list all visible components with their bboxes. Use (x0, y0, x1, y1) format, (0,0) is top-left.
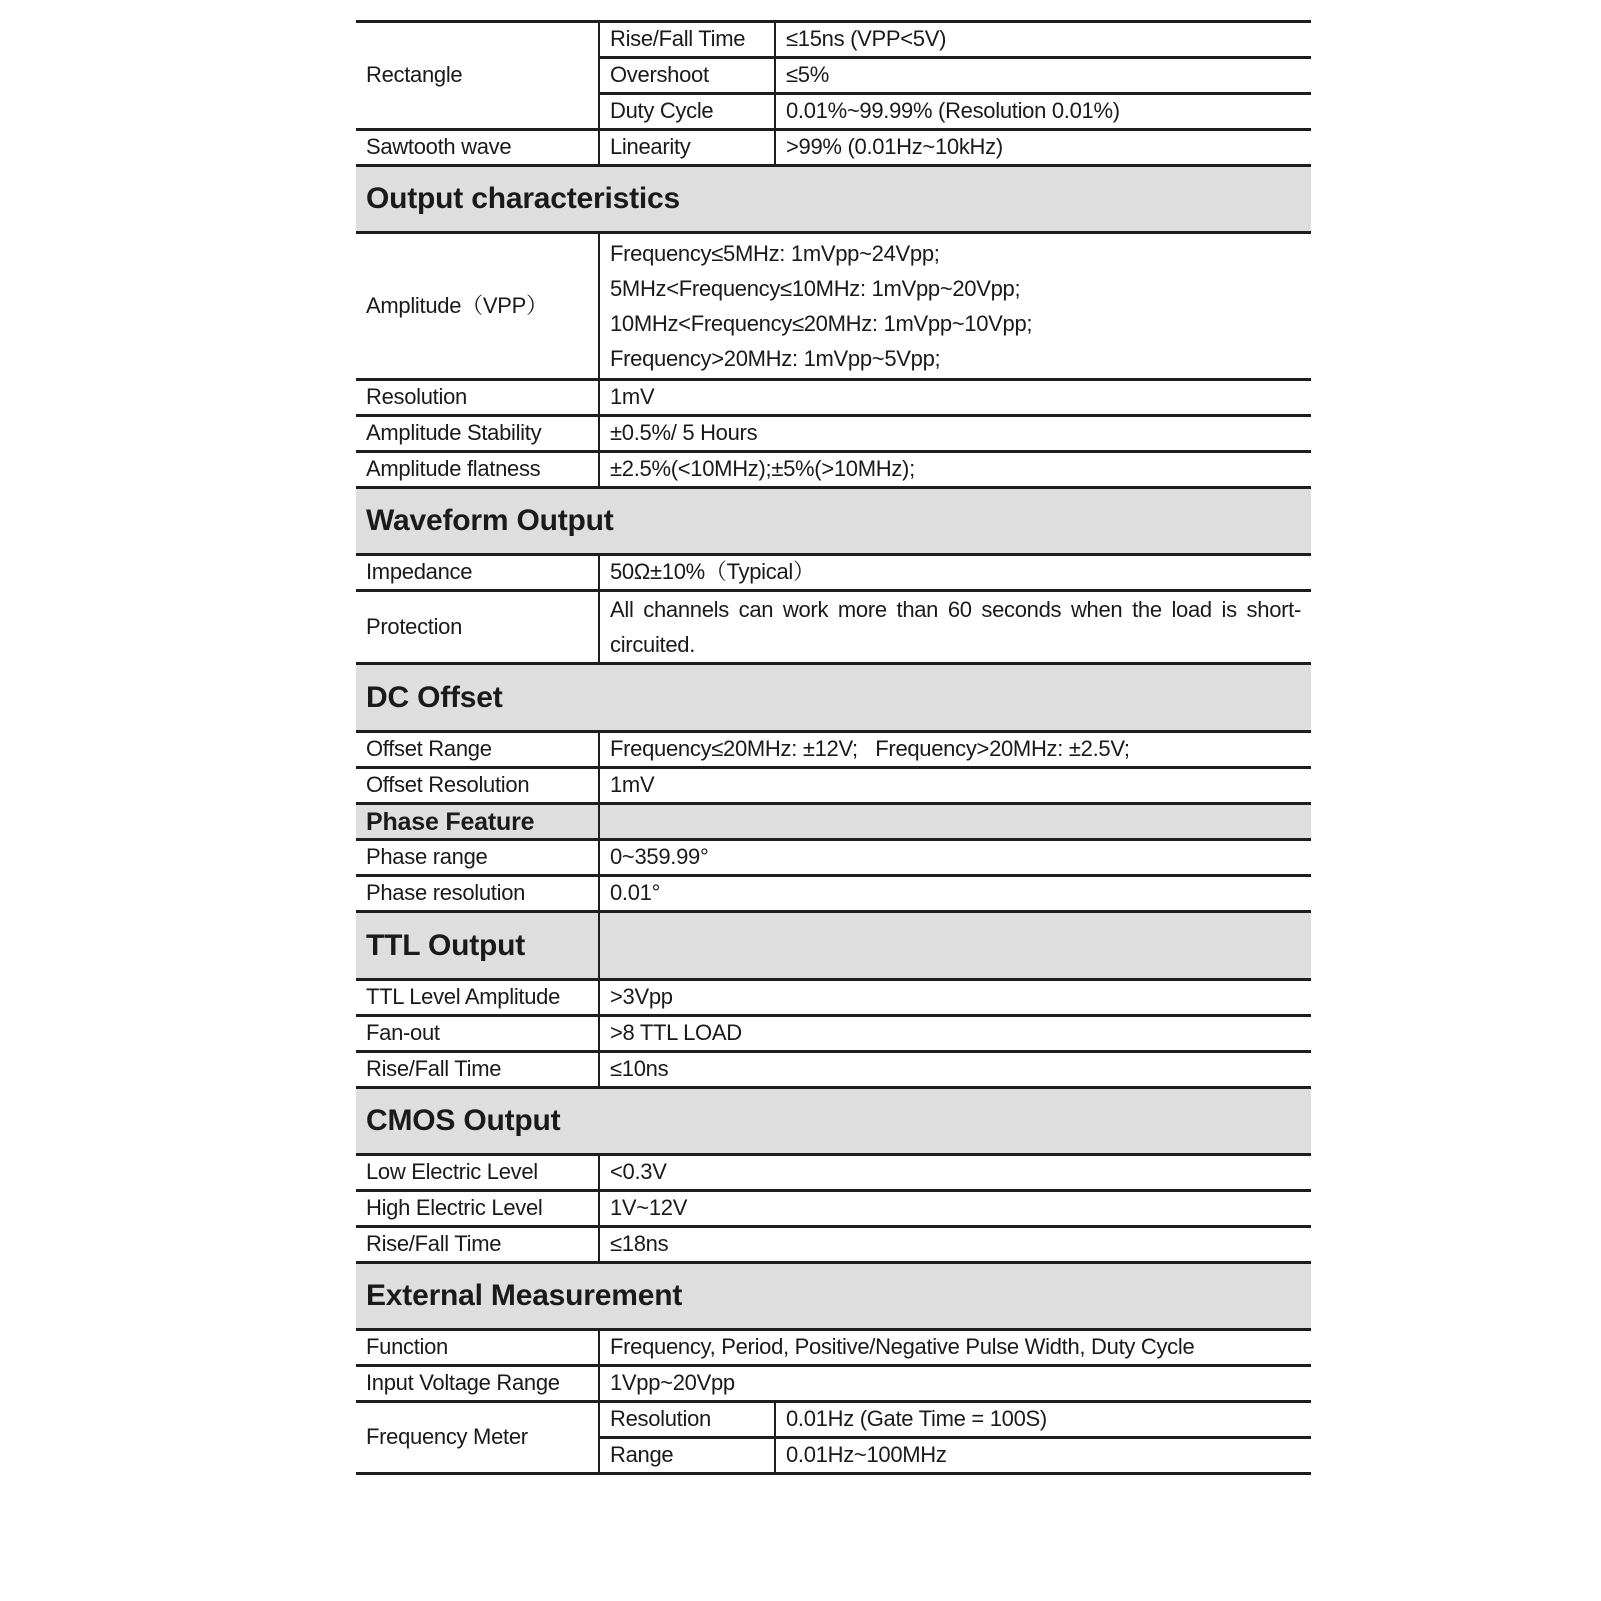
section-title: CMOS Output (356, 1088, 1311, 1155)
label-cell: Function (356, 1330, 599, 1366)
table-row (356, 380, 1311, 416)
value-cell: ±2.5%(<10MHz);±5%(>10MHz); (599, 452, 1311, 488)
param-cell: Resolution (599, 1402, 775, 1438)
amplitude-line: Frequency>20MHz: 1mVpp~5Vpp; (610, 346, 941, 371)
label-cell: Fan-out (356, 1016, 599, 1052)
section-header-ttl-output (356, 912, 1311, 980)
table-row (356, 452, 1311, 488)
value-cell: ≤10ns (599, 1052, 1311, 1088)
label-cell: Amplitude flatness (356, 452, 599, 488)
table-row (356, 416, 1311, 452)
label-cell: Phase resolution (356, 876, 599, 912)
value-cell: All channels can work more than 60 seconds when the load is short-circuited. (599, 591, 1311, 664)
value-cell: ≤5% (775, 58, 1311, 94)
table-row (356, 1155, 1311, 1191)
table-row (356, 555, 1311, 591)
table-row (356, 1330, 1311, 1366)
value-cell: 0.01° (599, 876, 1311, 912)
value-cell: 50Ω±10%（Typical） (599, 555, 1311, 591)
table-row (356, 768, 1311, 804)
table-row (356, 1227, 1311, 1263)
section-title: Phase Feature (356, 804, 599, 840)
label-cell: Protection (356, 591, 599, 664)
section-title: DC Offset (356, 664, 1311, 732)
table-row (356, 22, 1311, 58)
label-cell: Low Electric Level (356, 1155, 599, 1191)
value-cell: 1mV (599, 380, 1311, 416)
label-cell: Offset Range (356, 732, 599, 768)
section-title: Output characteristics (356, 166, 1311, 233)
value-cell: >8 TTL LOAD (599, 1016, 1311, 1052)
section-header-phase-feature (356, 804, 1311, 840)
sawtooth-label: Sawtooth wave (356, 130, 599, 166)
value-cell: 0.01%~99.99% (Resolution 0.01%) (775, 94, 1311, 130)
table-row (356, 980, 1311, 1016)
table-row (356, 1402, 1311, 1438)
value-cell: Frequency, Period, Positive/Negative Pulse Width, Duty Cycle (599, 1330, 1311, 1366)
value-cell: 1V~12V (599, 1191, 1311, 1227)
label-cell: Input Voltage Range (356, 1366, 599, 1402)
section-header-output-characteristics (356, 166, 1311, 233)
table-row (356, 1052, 1311, 1088)
param-cell: Linearity (599, 130, 775, 166)
value-cell: 0.01Hz (Gate Time = 100S) (775, 1402, 1311, 1438)
amplitude-line: Frequency≤5MHz: 1mVpp~24Vpp; (610, 241, 940, 266)
value-cell: 1mV (599, 768, 1311, 804)
specification-table (356, 20, 1311, 1475)
frequency-meter-label: Frequency Meter (356, 1402, 599, 1474)
label-cell: Impedance (356, 555, 599, 591)
section-title: External Measurement (356, 1263, 1311, 1330)
section-header-cmos-output (356, 1088, 1311, 1155)
value-cell: ≤15ns (VPP<5V) (775, 22, 1311, 58)
value-cell: ≤18ns (599, 1227, 1311, 1263)
section-header-waveform-output (356, 488, 1311, 555)
table-row (356, 732, 1311, 768)
label-cell: TTL Level Amplitude (356, 980, 599, 1016)
value-cell: ±0.5%/ 5 Hours (599, 416, 1311, 452)
section-header-dc-offset (356, 664, 1311, 732)
param-cell: Duty Cycle (599, 94, 775, 130)
value-cell: 0~359.99° (599, 840, 1311, 876)
section-header-external-measurement (356, 1263, 1311, 1330)
table-row (356, 591, 1311, 664)
param-cell: Overshoot (599, 58, 775, 94)
value-cell: Frequency≤20MHz: ±12V; Frequency>20MHz: ±2.5V; (599, 732, 1311, 768)
value-cell: 1Vpp~20Vpp (599, 1366, 1311, 1402)
table-row (356, 1191, 1311, 1227)
value-cell: >3Vpp (599, 980, 1311, 1016)
value-cell: >99% (0.01Hz~10kHz) (775, 130, 1311, 166)
value-cell: <0.3V (599, 1155, 1311, 1191)
label-cell: Rise/Fall Time (356, 1052, 599, 1088)
section-title: Waveform Output (356, 488, 1311, 555)
label-cell: Rise/Fall Time (356, 1227, 599, 1263)
table-row (356, 1366, 1311, 1402)
table-row (356, 1016, 1311, 1052)
table-row (356, 233, 1311, 380)
param-cell: Range (599, 1438, 775, 1474)
label-cell: Offset Resolution (356, 768, 599, 804)
value-cell: 0.01Hz~100MHz (775, 1438, 1311, 1474)
section-empty-cell (599, 804, 1311, 840)
amplitude-line: 10MHz<Frequency≤20MHz: 1mVpp~10Vpp; (610, 311, 1033, 336)
param-cell: Rise/Fall Time (599, 22, 775, 58)
label-cell: Amplitude Stability (356, 416, 599, 452)
amplitude-line: 5MHz<Frequency≤10MHz: 1mVpp~20Vpp; (610, 276, 1021, 301)
rectangle-label: Rectangle (356, 22, 599, 130)
label-cell: High Electric Level (356, 1191, 599, 1227)
amplitude-values (599, 233, 1311, 380)
section-empty-cell (599, 912, 1311, 980)
label-cell: Resolution (356, 380, 599, 416)
table-row (356, 130, 1311, 166)
amplitude-label: Amplitude（VPP） (356, 233, 599, 380)
table-row (356, 840, 1311, 876)
table-row (356, 876, 1311, 912)
label-cell: Phase range (356, 840, 599, 876)
section-title: TTL Output (356, 912, 599, 980)
